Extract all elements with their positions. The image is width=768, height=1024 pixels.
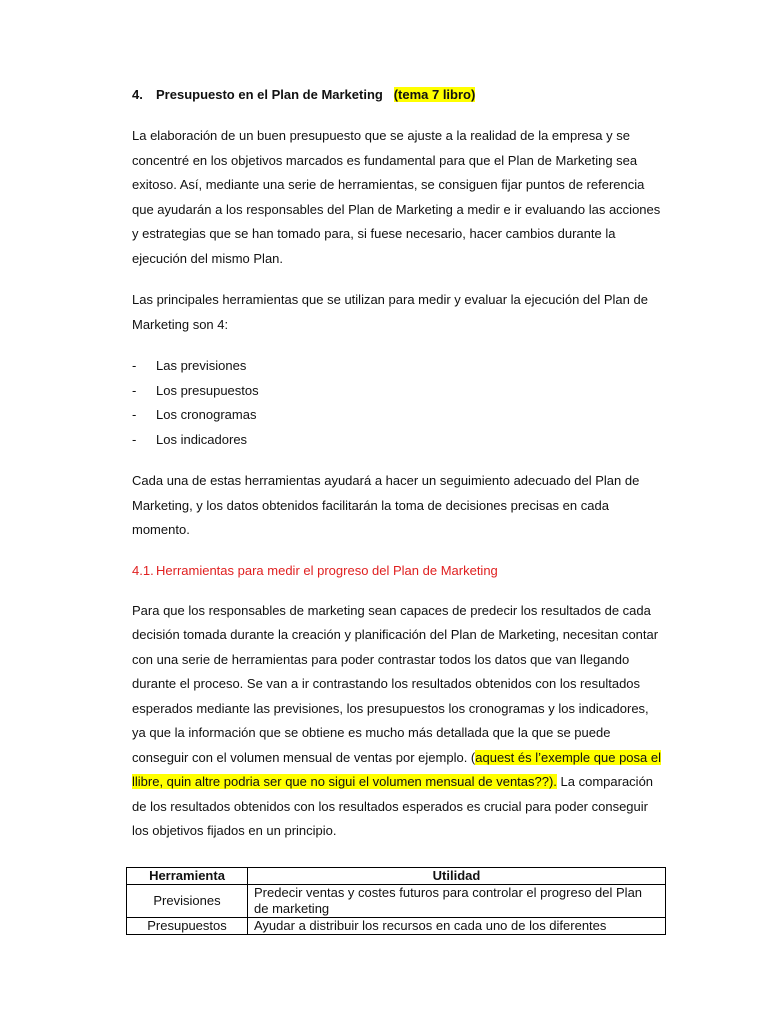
body-paragraph: Para que los responsables de marketing sean capaces de predecir los resultados de cada decisión tomada durante la creación y planificación del Plan de Marketing, necesitan contar con una serie de herramientas para poder contrastar todos los datos que van llegando durante el proceso. Se van a ir contrastando los resultados obtenidos con los resultados esperados mediante las previsiones, los presupuestos los cronogramas y los indicadores, ya que la información que se obtiene es mucho más detallada que la que se puede conseguir con el volumen mensual de ventas por ejemplo. (aquest és l’exemple que posa el llibre, quin altre podria ser que no sigui el volumen mensual de ventas??). La comparación de los resultados obtenidos con los resultados esperados es crucial para poder conseguir los objetivos fijados en un principio.: [132, 602, 661, 838]
table-cell: Predecir ventas y costes futuros para controlar el progreso del Plan de marketing: [248, 885, 666, 918]
section-title: Presupuesto en el Plan de Marketing: [156, 87, 383, 102]
list-item: - Los indicadores: [132, 428, 662, 453]
table-row: [127, 885, 666, 918]
list-dash: -: [132, 358, 137, 373]
followup-paragraph: Cada una de estas herramientas ayudará a hacer un seguimiento adecuado del Plan de Marketing, y los datos obtenidos facilitarán la toma de decisiones precisas en cada momento.: [132, 473, 640, 537]
list-item: - Las previsiones: [132, 354, 662, 379]
subsection-number: 4.1.: [132, 562, 154, 578]
tools-list: [132, 354, 662, 452]
table-cell: Ayudar a distribuir los recursos en cada uno de los diferentes: [248, 918, 666, 935]
table-header-row: [127, 868, 666, 885]
subsection-title: Herramientas para medir el progreso del Plan de Marketing: [156, 562, 498, 578]
section-number: 4.: [132, 87, 143, 102]
list-item: - Los cronogramas: [132, 403, 662, 428]
table-cell: Previsiones: [127, 885, 248, 918]
intro-paragraph: La elaboración de un buen presupuesto que se ajuste a la realidad de la empresa y se concentré en los objetivos marcados es fundamental para que el Plan de Marketing sea exitoso. Así, mediante una serie de herramientas, se consiguen fijar puntos de referencia que ayudarán a los responsables del Plan de Marketing a medir e ir evaluando las acciones y estrategias que se han tomado para, si fuese necesario, hacer cambios durante la ejecución del mismo Plan.: [132, 128, 661, 266]
tools-intro-paragraph: Las principales herramientas que se utilizan para medir y evaluar la ejecución del Plan de Marketing son 4:: [132, 292, 648, 332]
list-dash: -: [132, 407, 137, 422]
table-header-cell: Herramienta: [127, 868, 248, 885]
body-note-highlight: aquest és l’exemple que posa el llibre, quin altre podria ser que no sigui el volumen mensual de ventas??).: [132, 749, 661, 789]
section-heading: [132, 84, 662, 106]
list-item: - Los presupuestos: [132, 379, 662, 404]
list-dash: -: [132, 431, 137, 447]
subsection-heading: [132, 560, 662, 582]
list-dash: -: [132, 382, 137, 398]
section-note-highlight: (tema 7 libro): [393, 87, 476, 102]
document-content: [132, 84, 662, 844]
table-row: [127, 918, 666, 935]
tools-table: [126, 867, 666, 935]
table-header-cell: Utilidad: [248, 868, 666, 885]
table-cell: Presupuestos: [127, 918, 248, 935]
